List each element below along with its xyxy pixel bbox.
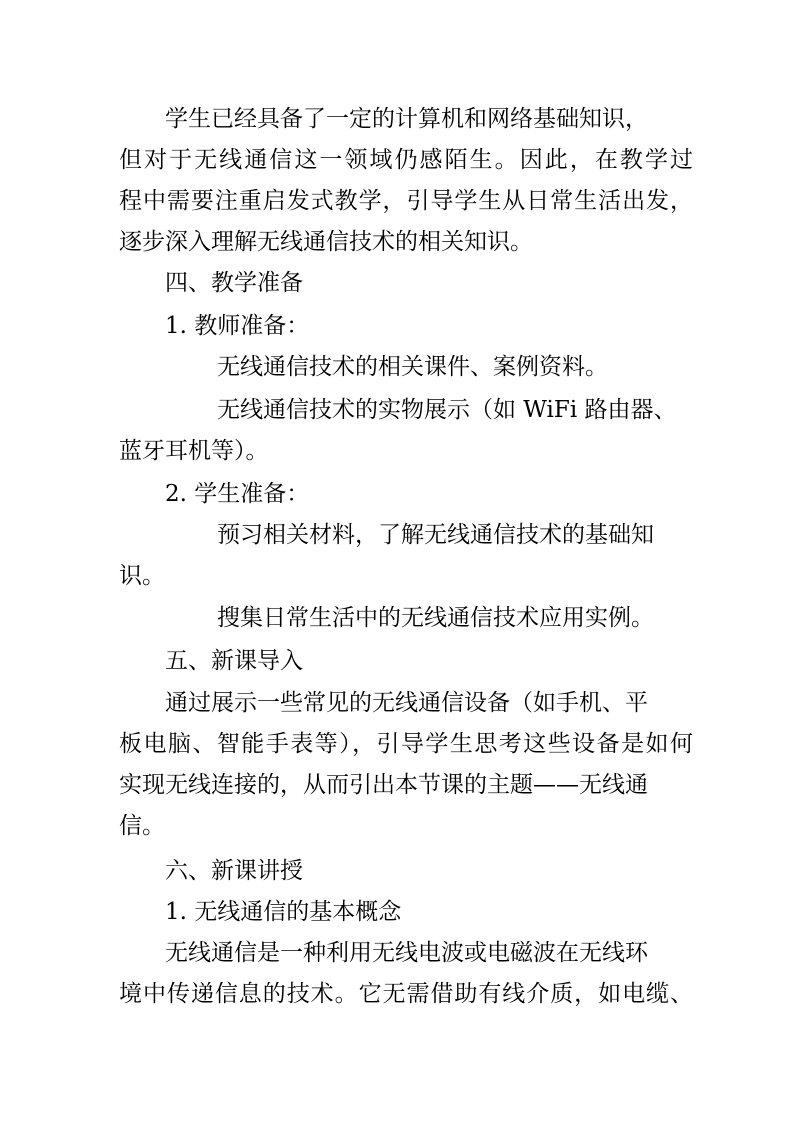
paragraph-line: 信。 — [119, 813, 165, 839]
paragraph-line: 学生已经具备了一定的计算机和网络基础知识， — [165, 106, 648, 132]
sub-heading: 1. 无线通信的基本概念 — [165, 899, 402, 925]
paragraph-line: 实现无线连接的，从而引出本节课的主题——无线通 — [119, 772, 648, 798]
paragraph-line: 逐步深入理解无线通信技术的相关知识。 — [119, 229, 533, 255]
list-item-continuation: 识。 — [119, 563, 165, 589]
sub-heading: 1. 教师准备： — [165, 313, 310, 339]
list-item: 预习相关材料，了解无线通信技术的基础知 — [217, 522, 654, 548]
sub-heading: 2. 学生准备： — [165, 481, 310, 507]
section-heading: 六、新课讲授 — [165, 858, 303, 884]
list-item: 无线通信技术的实物展示（如 WiFi 路由器、 — [217, 397, 677, 423]
paragraph-line: 通过展示一些常见的无线通信设备（如手机、平 — [165, 690, 648, 716]
paragraph-line: 境中传递信息的技术。它无需借助有线介质，如电缆、 — [119, 981, 693, 1007]
paragraph-line: 但对于无线通信这一领域仍感陌生。因此，在教学过 — [119, 147, 693, 173]
list-item: 搜集日常生活中的无线通信技术应用实例。 — [217, 605, 654, 631]
paragraph-line: 板电脑、智能手表等），引导学生思考这些设备是如何 — [119, 731, 693, 757]
list-item: 无线通信技术的相关课件、案例资料。 — [217, 354, 608, 380]
paragraph-line: 无线通信是一种利用无线电波或电磁波在无线环 — [165, 940, 648, 966]
list-item-continuation: 蓝牙耳机等）。 — [119, 438, 269, 464]
paragraph-line: 程中需要注重启发式教学，引导学生从日常生活出发， — [119, 188, 693, 214]
section-heading: 四、教学准备 — [165, 270, 303, 296]
section-heading: 五、新课导入 — [165, 648, 303, 674]
